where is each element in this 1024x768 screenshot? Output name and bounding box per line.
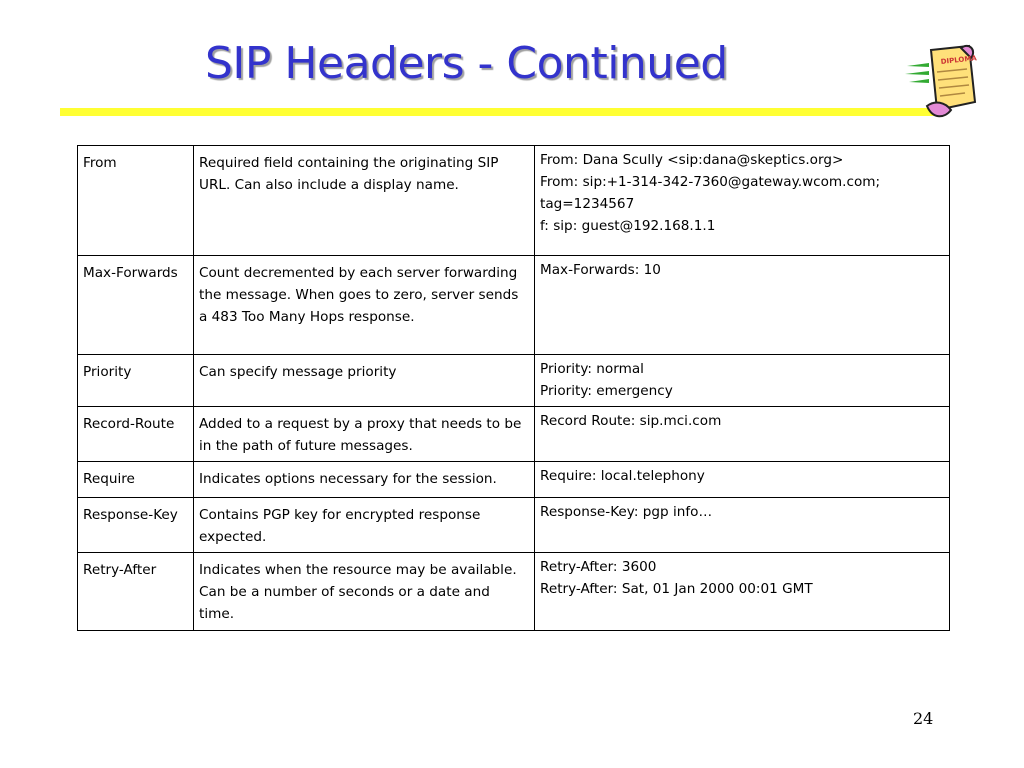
- header-description-cell: Required field containing the originating SIP URL. Can also include a display name.: [194, 146, 535, 256]
- header-example-cell: [535, 407, 950, 462]
- example-line: From: Dana Scully <sip:dana@skeptics.org>: [540, 152, 844, 168]
- table-row: [78, 256, 950, 355]
- example-line: Record Route: sip.mci.com: [540, 413, 722, 429]
- example-line: Max-Forwards: 10: [540, 262, 661, 278]
- header-name-cell: Retry-After: [78, 553, 194, 631]
- example-line: Priority: normal: [540, 361, 644, 377]
- header-example-cell: [535, 553, 950, 631]
- diploma-icon: [905, 44, 977, 122]
- table-row: [78, 407, 950, 462]
- header-description-cell: Count decremented by each server forwarding the message. When goes to zero, server sends a 483 Too Many Hops response.: [194, 256, 535, 355]
- header-description-cell: Contains PGP key for encrypted response expected.: [194, 498, 535, 553]
- title-underline: [60, 108, 940, 116]
- table-row: [78, 146, 950, 256]
- example-line: Require: local.telephony: [540, 468, 705, 484]
- table-body: [78, 146, 950, 631]
- example-line: From: sip:+1-314-342-7360@gateway.wcom.com; tag=1234567: [540, 174, 881, 212]
- slide-title: SIP Headers - Continued: [205, 38, 728, 89]
- header-example-cell: [535, 355, 950, 407]
- table-row: [78, 462, 950, 498]
- example-line: Priority: emergency: [540, 383, 673, 399]
- header-name-cell: Response-Key: [78, 498, 194, 553]
- header-description-cell: Can specify message priority: [194, 355, 535, 407]
- header-name-cell: Require: [78, 462, 194, 498]
- header-name-cell: From: [78, 146, 194, 256]
- header-description-cell: Indicates options necessary for the session.: [194, 462, 535, 498]
- table-row: [78, 355, 950, 407]
- example-line: f: sip: guest@192.168.1.1: [540, 218, 716, 234]
- header-description-cell: Indicates when the resource may be available. Can be a number of seconds or a date and time.: [194, 553, 535, 631]
- header-name-cell: Priority: [78, 355, 194, 407]
- header-description-cell: Added to a request by a proxy that needs to be in the path of future messages.: [194, 407, 535, 462]
- header-name-cell: Max-Forwards: [78, 256, 194, 355]
- page-number: 24: [913, 709, 934, 728]
- header-example-cell: [535, 146, 950, 256]
- header-example-cell: [535, 498, 950, 553]
- header-example-cell: [535, 462, 950, 498]
- example-line: Retry-After: Sat, 01 Jan 2000 00:01 GMT: [540, 581, 813, 597]
- diploma-label: DIPLOMA: [940, 54, 977, 66]
- motion-lines: [905, 63, 929, 83]
- header-example-cell: [535, 256, 950, 355]
- header-name-cell: Record-Route: [78, 407, 194, 462]
- table-row: [78, 553, 950, 631]
- table-row: [78, 498, 950, 553]
- example-line: Retry-After: 3600: [540, 559, 657, 575]
- example-line: Response-Key: pgp info…: [540, 504, 713, 520]
- sip-headers-table: [77, 145, 950, 631]
